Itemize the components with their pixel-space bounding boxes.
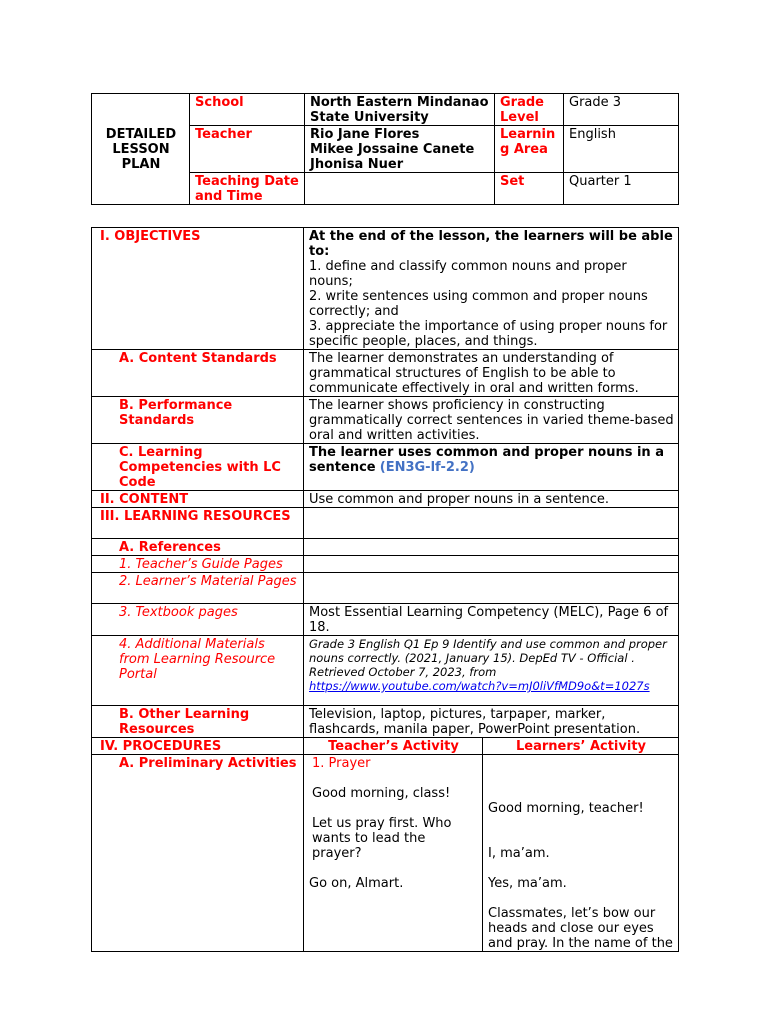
procedures-label: IV. PROCEDURES xyxy=(92,738,304,755)
grade-label: Grade Level xyxy=(495,94,564,126)
teacher-value xyxy=(305,126,495,173)
textbook-value: Most Essential Learning Competency (MELC), Page 6 of 18. xyxy=(304,604,679,636)
set-value: Quarter 1 xyxy=(564,173,679,205)
set-label: Set xyxy=(495,173,564,205)
resources-label: III. LEARNING RESOURCES xyxy=(92,508,304,539)
date-value xyxy=(305,173,495,205)
learning-area-label: Learning Area xyxy=(495,126,564,173)
objective-item: 2. write sentences using common and proper nouns correctly; and xyxy=(309,289,648,319)
competencies-text: The learner uses common and proper nouns in a sentence xyxy=(309,445,664,475)
competencies-label: C. Learning Competencies with LC Code xyxy=(92,444,304,491)
additional-materials-value xyxy=(304,636,679,706)
teacher-name: Mikee Jossaine Canete xyxy=(310,142,475,157)
content-value: Use common and proper nouns in a sentence. xyxy=(304,491,679,508)
additional-materials-citation: Grade 3 English Q1 Ep 9 Identify and use common and proper nouns correctly. (2021, January 15). DepEd TV - Official . Retrieved October 7, 2023, from xyxy=(309,637,667,679)
references-label: A. References xyxy=(92,539,304,556)
additional-materials-label: 4. Additional Materials from Learning Resource Portal xyxy=(92,636,304,706)
plan-title: DETAILED LESSON PLAN xyxy=(92,94,190,205)
other-resources-label: B. Other Learning Resources xyxy=(92,706,304,738)
learner-line: Good morning, teacher! xyxy=(488,801,644,816)
objectives-intro: At the end of the lesson, the learners will be able to: xyxy=(309,229,673,259)
content-label: II. CONTENT xyxy=(92,491,304,508)
header-table xyxy=(91,93,679,205)
school-value: North Eastern Mindanao State University xyxy=(305,94,495,126)
learner-activity-header: Learners’ Activity xyxy=(483,738,679,755)
objective-item: 1. define and classify common nouns and proper nouns; xyxy=(309,259,627,289)
learning-area-value: English xyxy=(564,126,679,173)
learner-line: Yes, ma’am. xyxy=(488,876,567,891)
learner-activity xyxy=(483,755,679,952)
teachers-guide-value xyxy=(304,556,679,573)
learner-line: I, ma’am. xyxy=(488,846,550,861)
other-resources-value: Television, laptop, pictures, tarpaper, marker, flashcards, manila paper, PowerPoint presentation. xyxy=(304,706,679,738)
competencies-code: (EN3G-lf-2.2) xyxy=(379,460,475,475)
content-standards-label: A. Content Standards xyxy=(92,350,304,397)
learner-line: Classmates, let’s bow our heads and close our eyes and pray. In the name of the xyxy=(488,906,673,951)
teacher-activity-header: Teacher’s Activity xyxy=(304,738,483,755)
preliminary-label: A. Preliminary Activities xyxy=(92,755,304,952)
grade-value: Grade 3 xyxy=(564,94,679,126)
objective-item: 3. appreciate the importance of using proper nouns for specific people, places, and things. xyxy=(309,319,668,349)
lesson-table xyxy=(91,227,679,952)
teacher-label: Teacher xyxy=(190,126,305,173)
performance-standards-value: The learner shows proficiency in constructing grammatically correct sentences in varied theme-based oral and written activities. xyxy=(304,397,679,444)
objectives-label: I. OBJECTIVES xyxy=(92,228,304,350)
references-value xyxy=(304,539,679,556)
teacher-name: Rio Jane Flores xyxy=(310,127,420,142)
objectives-value xyxy=(304,228,679,350)
resources-value xyxy=(304,508,679,539)
teachers-guide-label: 1. Teacher’s Guide Pages xyxy=(92,556,304,573)
learners-material-label: 2. Learner’s Material Pages xyxy=(92,573,304,604)
teacher-activity xyxy=(304,755,483,952)
learners-material-value xyxy=(304,573,679,604)
prayer-label: 1. Prayer xyxy=(312,756,371,771)
performance-standards-label: B. Performance Standards xyxy=(92,397,304,444)
teacher-name: Jhonisa Nuer xyxy=(310,157,404,172)
date-label: Teaching Date and Time xyxy=(190,173,305,205)
school-label: School xyxy=(190,94,305,126)
teacher-line: Good morning, class! xyxy=(312,786,451,801)
teacher-line: Let us pray first. Who wants to lead the prayer? xyxy=(312,816,452,861)
content-standards-value: The learner demonstrates an understanding of grammatical structures of English to be able to communicate effectively in oral and written forms. xyxy=(304,350,679,397)
youtube-link[interactable]: https://www.youtube.com/watch?v=mJ0liVfMD9o&t=1027s xyxy=(309,679,650,693)
textbook-label: 3. Textbook pages xyxy=(92,604,304,636)
competencies-value xyxy=(304,444,679,491)
teacher-line: Go on, Almart. xyxy=(309,876,404,891)
